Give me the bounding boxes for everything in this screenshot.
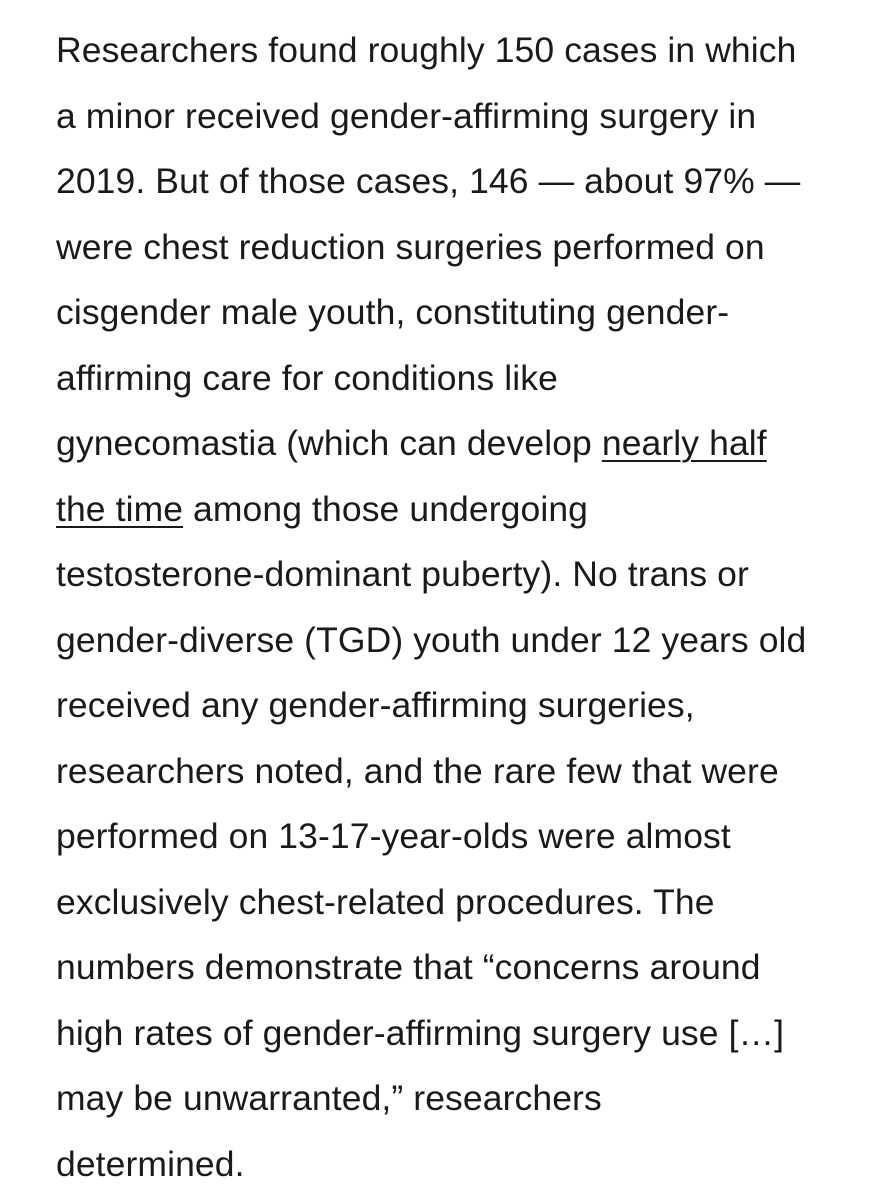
text-line-5: cisgender male youth, constituting gender-: [56, 292, 730, 332]
text-line-14: exclusively chest-related procedures. The: [56, 881, 715, 922]
nearly-half-link-part1[interactable]: nearly half: [601, 423, 767, 463]
text-line-7: [56, 411, 856, 477]
text-line-8: [56, 477, 856, 543]
text-line-12: researchers noted, and the rare few that were: [56, 750, 779, 791]
text-line-2: a minor received gender-affirming surgery in: [56, 95, 757, 136]
text-line-7-lead: gynecomastia (which can develop: [56, 423, 602, 463]
text-line-15: numbers demonstrate that “concerns around: [56, 947, 761, 987]
text-line-11: received any gender-affirming surgeries,: [56, 685, 695, 725]
nearly-half-link-part2[interactable]: the time: [56, 488, 184, 529]
text-line-1: Researchers found roughly 150 cases in which: [56, 30, 797, 70]
text-line-13: performed on 13-17-year-olds were almost: [56, 816, 731, 856]
text-line-10: gender-diverse (TGD) youth under 12 years old: [56, 619, 807, 660]
text-line-4: were chest reduction surgeries performed on: [56, 226, 765, 267]
text-line-16: high rates of gender-affirming surgery use […]: [56, 1012, 785, 1053]
text-line-6: affirming care for conditions like: [56, 357, 558, 398]
text-line-8-tail: among those undergoing: [183, 488, 589, 529]
text-line-17: may be unwarranted,” researchers: [56, 1078, 602, 1118]
article-paragraph: [56, 18, 856, 1197]
text-line-9: testosterone-dominant puberty). No trans or: [56, 554, 749, 594]
text-line-3: 2019. But of those cases, 146 — about 97% —: [56, 161, 801, 201]
text-line-18: determined.: [56, 1143, 245, 1184]
